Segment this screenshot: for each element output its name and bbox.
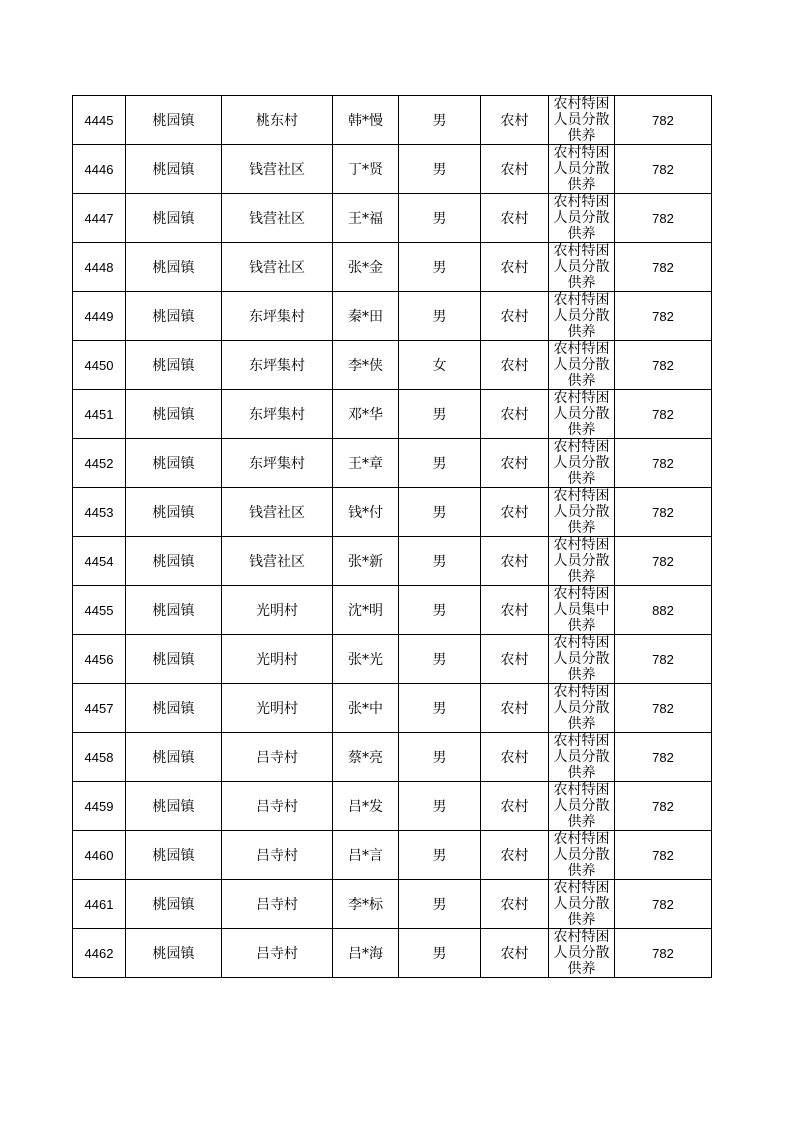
gender-cell: 男 (399, 537, 481, 586)
village-cell: 钱营社区 (222, 488, 333, 537)
table-body (73, 96, 712, 978)
gender-cell: 男 (399, 880, 481, 929)
person-name-cell: 张*光 (333, 635, 399, 684)
town-cell: 桃园镇 (126, 439, 222, 488)
support-type-text: 农村特困人员分散供养 (553, 929, 610, 977)
serial-number-cell: 4460 (73, 831, 126, 880)
support-type-text: 农村特困人员分散供养 (553, 684, 610, 732)
residence-type-cell: 农村 (481, 733, 549, 782)
person-name-cell: 张*新 (333, 537, 399, 586)
support-type-cell (549, 390, 615, 439)
village-cell: 吕寺村 (222, 733, 333, 782)
gender-cell: 男 (399, 782, 481, 831)
amount-cell: 782 (615, 684, 712, 733)
gender-cell: 男 (399, 145, 481, 194)
amount-cell: 782 (615, 292, 712, 341)
serial-number-cell: 4448 (73, 243, 126, 292)
support-type-text: 农村特困人员分散供养 (553, 439, 610, 487)
town-cell: 桃园镇 (126, 243, 222, 292)
residence-type-cell: 农村 (481, 635, 549, 684)
support-type-cell (549, 831, 615, 880)
table-row (73, 537, 712, 586)
amount-cell: 782 (615, 635, 712, 684)
person-name-cell: 吕*发 (333, 782, 399, 831)
amount-cell: 782 (615, 488, 712, 537)
support-type-cell (549, 586, 615, 635)
serial-number-cell: 4462 (73, 929, 126, 978)
residence-type-cell: 农村 (481, 929, 549, 978)
support-type-cell (549, 439, 615, 488)
table-row (73, 145, 712, 194)
village-cell: 桃东村 (222, 96, 333, 145)
person-name-cell: 吕*言 (333, 831, 399, 880)
residence-type-cell: 农村 (481, 390, 549, 439)
support-type-text: 农村特困人员分散供养 (553, 243, 610, 291)
town-cell: 桃园镇 (126, 145, 222, 194)
table-row (73, 439, 712, 488)
support-type-cell (549, 782, 615, 831)
amount-cell: 782 (615, 390, 712, 439)
support-type-cell (549, 194, 615, 243)
town-cell: 桃园镇 (126, 880, 222, 929)
town-cell: 桃园镇 (126, 733, 222, 782)
amount-cell: 782 (615, 929, 712, 978)
residence-type-cell: 农村 (481, 782, 549, 831)
town-cell: 桃园镇 (126, 96, 222, 145)
village-cell: 光明村 (222, 635, 333, 684)
town-cell: 桃园镇 (126, 782, 222, 831)
village-cell: 吕寺村 (222, 929, 333, 978)
residence-type-cell: 农村 (481, 488, 549, 537)
table-row (73, 341, 712, 390)
serial-number-cell: 4457 (73, 684, 126, 733)
gender-cell: 男 (399, 439, 481, 488)
residence-type-cell: 农村 (481, 243, 549, 292)
support-type-cell (549, 243, 615, 292)
serial-number-cell: 4447 (73, 194, 126, 243)
support-type-text: 农村特困人员分散供养 (553, 194, 610, 242)
town-cell: 桃园镇 (126, 586, 222, 635)
support-type-text: 农村特困人员分散供养 (553, 341, 610, 389)
support-type-text: 农村特困人员分散供养 (553, 880, 610, 928)
support-type-cell (549, 929, 615, 978)
person-name-cell: 吕*海 (333, 929, 399, 978)
gender-cell: 男 (399, 292, 481, 341)
residence-type-cell: 农村 (481, 586, 549, 635)
table-row (73, 488, 712, 537)
village-cell: 东坪集村 (222, 341, 333, 390)
amount-cell: 782 (615, 880, 712, 929)
gender-cell: 男 (399, 831, 481, 880)
residence-type-cell: 农村 (481, 341, 549, 390)
support-type-cell (549, 341, 615, 390)
support-type-text: 农村特困人员分散供养 (553, 635, 610, 683)
residence-type-cell: 农村 (481, 831, 549, 880)
person-name-cell: 张*金 (333, 243, 399, 292)
residence-type-cell: 农村 (481, 439, 549, 488)
residence-type-cell: 农村 (481, 292, 549, 341)
amount-cell: 782 (615, 194, 712, 243)
support-type-cell (549, 880, 615, 929)
serial-number-cell: 4450 (73, 341, 126, 390)
village-cell: 吕寺村 (222, 831, 333, 880)
person-name-cell: 韩*慢 (333, 96, 399, 145)
gender-cell: 男 (399, 96, 481, 145)
amount-cell: 782 (615, 537, 712, 586)
support-type-text: 农村特困人员分散供养 (553, 145, 610, 193)
support-type-cell (549, 145, 615, 194)
person-name-cell: 秦*田 (333, 292, 399, 341)
serial-number-cell: 4453 (73, 488, 126, 537)
person-name-cell: 张*中 (333, 684, 399, 733)
support-type-cell (549, 537, 615, 586)
amount-cell: 782 (615, 145, 712, 194)
table-row (73, 684, 712, 733)
support-type-text: 农村特困人员分散供养 (553, 488, 610, 536)
serial-number-cell: 4458 (73, 733, 126, 782)
town-cell: 桃园镇 (126, 341, 222, 390)
residence-type-cell: 农村 (481, 880, 549, 929)
serial-number-cell: 4452 (73, 439, 126, 488)
village-cell: 光明村 (222, 684, 333, 733)
support-type-cell (549, 635, 615, 684)
village-cell: 吕寺村 (222, 782, 333, 831)
town-cell: 桃园镇 (126, 635, 222, 684)
person-name-cell: 王*福 (333, 194, 399, 243)
town-cell: 桃园镇 (126, 488, 222, 537)
table-row (73, 635, 712, 684)
amount-cell: 782 (615, 733, 712, 782)
support-type-cell (549, 488, 615, 537)
serial-number-cell: 4456 (73, 635, 126, 684)
residence-type-cell: 农村 (481, 194, 549, 243)
village-cell: 东坪集村 (222, 292, 333, 341)
amount-cell: 782 (615, 831, 712, 880)
residence-type-cell: 农村 (481, 537, 549, 586)
village-cell: 钱营社区 (222, 537, 333, 586)
town-cell: 桃园镇 (126, 390, 222, 439)
village-cell: 光明村 (222, 586, 333, 635)
serial-number-cell: 4451 (73, 390, 126, 439)
support-type-text: 农村特困人员分散供养 (553, 782, 610, 830)
town-cell: 桃园镇 (126, 929, 222, 978)
person-name-cell: 蔡*亮 (333, 733, 399, 782)
village-cell: 钱营社区 (222, 194, 333, 243)
support-type-text: 农村特困人员分散供养 (553, 733, 610, 781)
amount-cell: 882 (615, 586, 712, 635)
table-row (73, 586, 712, 635)
support-type-cell (549, 684, 615, 733)
gender-cell: 女 (399, 341, 481, 390)
table-row (73, 880, 712, 929)
amount-cell: 782 (615, 341, 712, 390)
gender-cell: 男 (399, 390, 481, 439)
gender-cell: 男 (399, 733, 481, 782)
table-row (73, 96, 712, 145)
amount-cell: 782 (615, 96, 712, 145)
gender-cell: 男 (399, 243, 481, 292)
town-cell: 桃园镇 (126, 831, 222, 880)
person-name-cell: 邓*华 (333, 390, 399, 439)
serial-number-cell: 4455 (73, 586, 126, 635)
support-type-text: 农村特困人员分散供养 (553, 831, 610, 879)
person-name-cell: 钱*付 (333, 488, 399, 537)
village-cell: 钱营社区 (222, 243, 333, 292)
serial-number-cell: 4446 (73, 145, 126, 194)
person-name-cell: 李*标 (333, 880, 399, 929)
village-cell: 东坪集村 (222, 390, 333, 439)
support-type-cell (549, 292, 615, 341)
village-cell: 钱营社区 (222, 145, 333, 194)
table-row (73, 390, 712, 439)
serial-number-cell: 4449 (73, 292, 126, 341)
table-row (73, 782, 712, 831)
village-cell: 吕寺村 (222, 880, 333, 929)
gender-cell: 男 (399, 586, 481, 635)
amount-cell: 782 (615, 782, 712, 831)
village-cell: 东坪集村 (222, 439, 333, 488)
person-name-cell: 丁*贤 (333, 145, 399, 194)
support-type-text: 农村特困人员分散供养 (553, 292, 610, 340)
town-cell: 桃园镇 (126, 684, 222, 733)
support-type-text: 农村特困人员分散供养 (553, 96, 610, 144)
gender-cell: 男 (399, 684, 481, 733)
town-cell: 桃园镇 (126, 537, 222, 586)
support-type-text: 农村特困人员集中供养 (553, 586, 610, 634)
amount-cell: 782 (615, 243, 712, 292)
table-row (73, 831, 712, 880)
person-name-cell: 沈*明 (333, 586, 399, 635)
town-cell: 桃园镇 (126, 292, 222, 341)
person-name-cell: 李*侠 (333, 341, 399, 390)
residence-type-cell: 农村 (481, 96, 549, 145)
support-type-text: 农村特困人员分散供养 (553, 390, 610, 438)
amount-cell: 782 (615, 439, 712, 488)
table-row (73, 929, 712, 978)
gender-cell: 男 (399, 929, 481, 978)
serial-number-cell: 4445 (73, 96, 126, 145)
table-row (73, 292, 712, 341)
gender-cell: 男 (399, 194, 481, 243)
table-row (73, 194, 712, 243)
serial-number-cell: 4454 (73, 537, 126, 586)
support-type-text: 农村特困人员分散供养 (553, 537, 610, 585)
gender-cell: 男 (399, 488, 481, 537)
serial-number-cell: 4459 (73, 782, 126, 831)
town-cell: 桃园镇 (126, 194, 222, 243)
table-row (73, 733, 712, 782)
support-type-cell (549, 733, 615, 782)
serial-number-cell: 4461 (73, 880, 126, 929)
recipient-table (72, 95, 712, 978)
residence-type-cell: 农村 (481, 145, 549, 194)
support-type-cell (549, 96, 615, 145)
gender-cell: 男 (399, 635, 481, 684)
residence-type-cell: 农村 (481, 684, 549, 733)
person-name-cell: 王*章 (333, 439, 399, 488)
table-row (73, 243, 712, 292)
